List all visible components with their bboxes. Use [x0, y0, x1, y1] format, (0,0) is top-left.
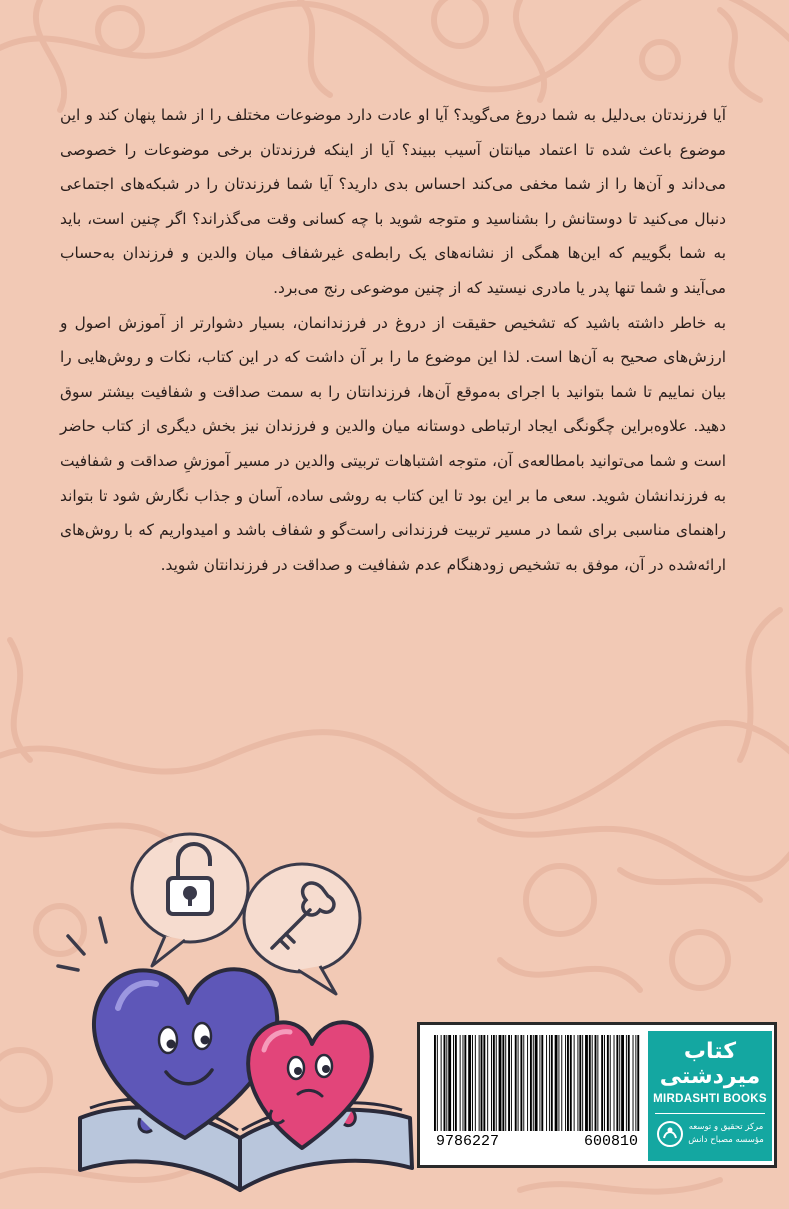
barcode-bar: [520, 1035, 522, 1131]
barcode-bar: [527, 1035, 528, 1131]
barcode-bar: [493, 1035, 495, 1131]
barcode-bar: [502, 1035, 504, 1131]
barcode-bar: [539, 1035, 540, 1131]
barcode-bar: [582, 1035, 583, 1131]
isbn-number-right: 600810: [583, 1133, 638, 1150]
back-cover-description: [60, 98, 726, 582]
barcode-bar: [472, 1035, 473, 1131]
barcode-bar: [610, 1035, 611, 1131]
barcode-bar: [499, 1035, 502, 1131]
barcode-bar: [570, 1035, 572, 1131]
barcode-bar: [483, 1035, 485, 1131]
barcode-bar: [453, 1035, 454, 1131]
publisher-affiliation: [648, 1120, 772, 1148]
barcode-bar: [508, 1035, 510, 1131]
barcode-bar: [444, 1035, 446, 1131]
barcode-bar: [595, 1035, 597, 1131]
barcode-bar: [479, 1035, 480, 1131]
barcode-bar: [546, 1035, 547, 1131]
barcode-bar: [518, 1035, 519, 1131]
publisher-divider: [655, 1113, 765, 1114]
barcode-bar: [574, 1035, 575, 1131]
barcode-bar: [604, 1035, 605, 1131]
barcode-bar: [558, 1035, 559, 1131]
barcode-bar: [579, 1035, 581, 1131]
barcode-bar: [533, 1035, 534, 1131]
barcode-bar: [515, 1035, 517, 1131]
barcode-bar: [551, 1035, 553, 1131]
barcode-bar: [448, 1035, 451, 1131]
barcode-bar: [567, 1035, 569, 1131]
barcode-bar: [616, 1035, 618, 1131]
barcode-bar: [601, 1035, 603, 1131]
barcode-bar: [597, 1035, 598, 1131]
publisher-emblem-icon: [656, 1120, 684, 1148]
isbn-barcode: [432, 1035, 642, 1131]
barcode-bar: [487, 1035, 488, 1131]
barcode-bar: [481, 1035, 483, 1131]
publisher-sub-line-2: مؤسسه مصباح دانش: [688, 1135, 764, 1145]
publisher-sub-line-1: مرکز تحقیق و توسعه: [688, 1122, 764, 1132]
barcode-bar: [621, 1035, 624, 1131]
barcode-bar: [565, 1035, 566, 1131]
barcode-bar: [626, 1035, 627, 1131]
barcode-bar: [633, 1035, 634, 1131]
barcode-bar: [628, 1035, 630, 1131]
barcode-bar: [511, 1035, 512, 1131]
barcode-bar: [496, 1035, 497, 1131]
barcode-bar: [555, 1035, 558, 1131]
barcode-bar: [468, 1035, 471, 1131]
description-paragraph-2: به خاطر داشته باشید که تشخیص حقیقت از دروغ در فرزندانمان، بسیار دشوارتر از آموزش اصول و ارزش‌های صحیح به آن‌ها است. لذا این موضوع ما را بر آن داشت که در این کتاب، نکات و روش‌هایی را بیان نماییم تا شما بتوانید با اجرای به‌موقع آن‌ها، فرزندانتان را به سمت صداقت و شفافیت بیشتر سوق دهید. علاوه‌براین چگونگی ایجاد ارتباطی دوستانه میان والدین و فرزندان نیز بخش دیگری از کتاب حاضر است و شما می‌توانید بامطالعه‌ی آن، متوجه اشتباهات تربیتی والدین در مسیر آموزشِ صداقت و شفافیت به فرزندانشان شوید. سعی ما بر این بود تا این کتاب به روشی ساده، آسان و جذاب نگارش شود تا بتواند راهنمای مناسبی برای شما در مسیر تربیت فرزندانی راست‌گو و شفاف باشد و امیدواریم که با روش‌های ارائه‌شده در آن، موفق به تشخیص زودهنگام عدم شفافیت و صداقت در فرزندانتان شوید.: [60, 313, 726, 574]
barcode-bar: [491, 1035, 492, 1131]
hearts-reading-illustration: [40, 818, 460, 1198]
barcode-bar: [523, 1035, 524, 1131]
publisher-name-en: MIRDASHTI BOOKS: [653, 1093, 767, 1105]
barcode-bar: [561, 1035, 562, 1131]
barcode-bar: [437, 1035, 438, 1131]
isbn-number-left: 9786227: [436, 1133, 500, 1150]
barcode-bar: [541, 1035, 543, 1131]
barcode-panel: [417, 1022, 777, 1168]
barcode-bar: [592, 1035, 593, 1131]
barcode-bar: [607, 1035, 609, 1131]
barcode-bar: [464, 1035, 466, 1131]
barcode-bar: [535, 1035, 538, 1131]
key-speech-bubble: [244, 864, 360, 994]
barcode-bar: [549, 1035, 550, 1131]
barcode-bar: [637, 1035, 639, 1131]
barcode-bar: [589, 1035, 591, 1131]
barcode-bar: [585, 1035, 588, 1131]
barcode-bar: [463, 1035, 464, 1131]
publisher-logo-panel: [648, 1031, 772, 1161]
barcode-bar: [441, 1035, 442, 1131]
barcode-bar: [434, 1035, 436, 1131]
barcode-bar: [455, 1035, 457, 1131]
barcode-bar: [475, 1035, 476, 1131]
barcode-bar: [619, 1035, 620, 1131]
barcode-bar: [577, 1035, 578, 1131]
barcode-bar: [635, 1035, 636, 1131]
publisher-logo: کتاب میردشتی: [659, 1039, 761, 1089]
isbn-number: [430, 1133, 644, 1157]
barcode-bar: [614, 1035, 615, 1131]
barcode-bar: [530, 1035, 532, 1131]
description-paragraph-1: آیا فرزندتان بی‌دلیل به شما دروغ می‌گوید؟ آیا او عادت دارد موضوعات مختلف را از شما پنهان کند و این موضوع باعث شده تا اعتماد میانتان آسیب ببیند؟ آیا از اینکه فرزندتان برخی موضوعات را خصوصی می‌داند و آن‌ها را از شما مخفی می‌کند احساس بدی دارید؟ آیا شما فرزندتان را در شبکه‌های اجتماعی دنبال می‌کنید تا دوستانش را بشناسید و متوجه شوید با چه کسانی وقت می‌گذراند؟ اگر چنین است، باید به شما بگوییم که این‌ها همگی از نشانه‌های یک رابطه‌ی غیرشفاف میان والدین و فرزندان به‌حساب می‌آیند و شما تنها پدر یا مادری نیستید که از چنین موضوعی رنج می‌برد.: [60, 106, 726, 297]
barcode-bar: [446, 1035, 447, 1131]
barcode-bar: [505, 1035, 506, 1131]
barcode-bar: [460, 1035, 461, 1131]
